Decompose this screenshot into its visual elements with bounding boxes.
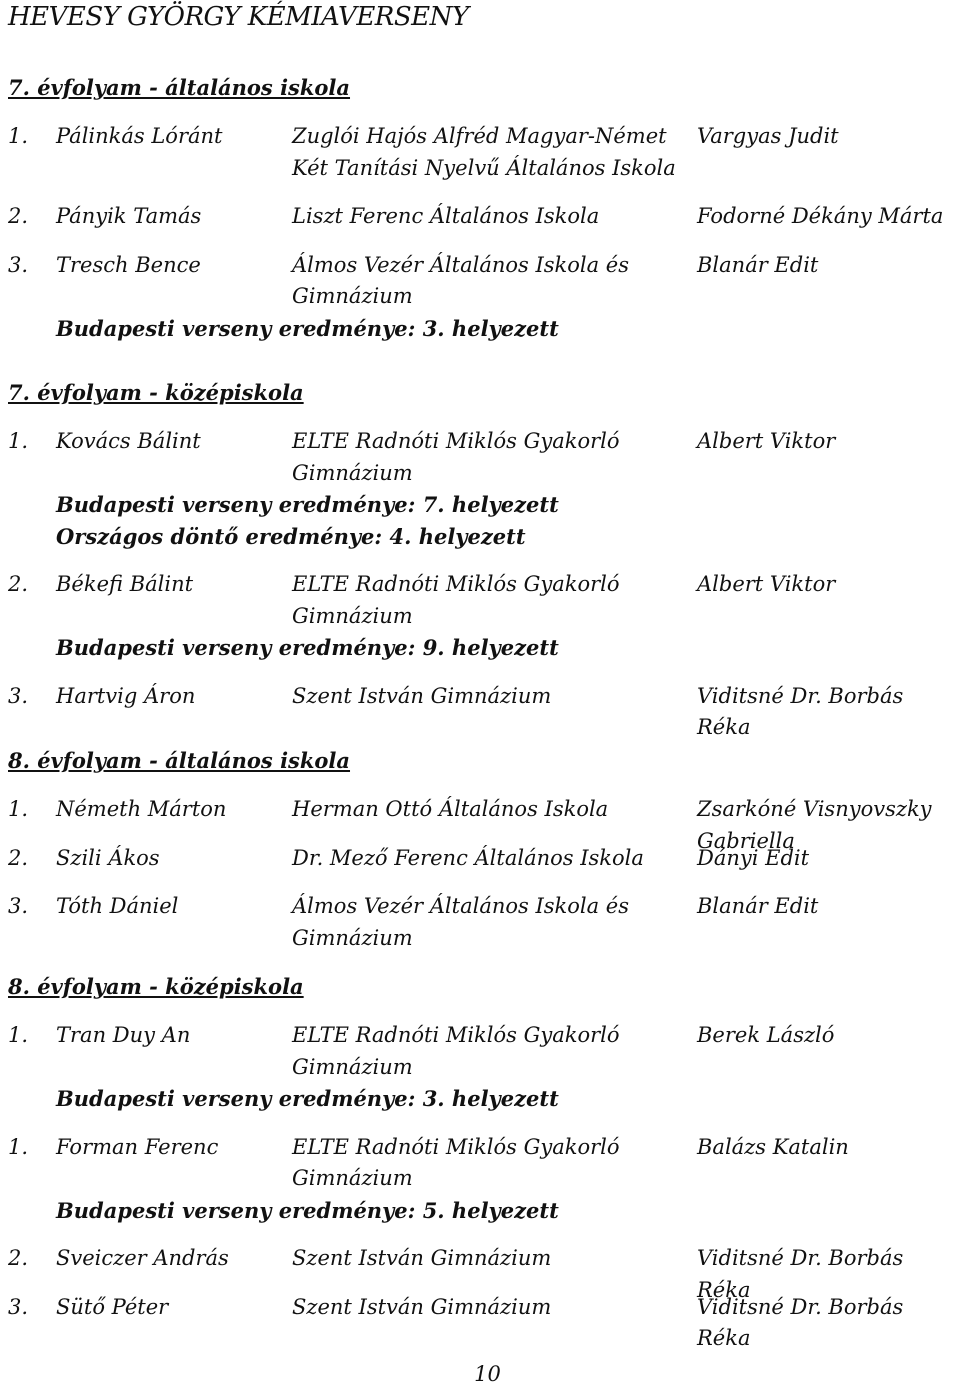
school-line: Gimnázium: [292, 1054, 413, 1079]
entry-row: [0, 794, 960, 853]
rank-number: 2.: [8, 572, 29, 596]
entry-row: [0, 121, 960, 184]
rank-number: 1.: [8, 124, 29, 148]
entry-row: [0, 1020, 960, 1083]
student-name: Kovács Bálint: [56, 429, 201, 453]
school-line: Szent István Gimnázium: [292, 1294, 552, 1319]
school-line: ELTE Radnóti Miklós Gyakorló: [292, 1134, 620, 1159]
entry-row: [0, 1132, 960, 1195]
school-line: ELTE Radnóti Miklós Gyakorló: [292, 572, 620, 596]
teacher-name: Vargyas Judit: [697, 124, 839, 148]
section: [0, 377, 960, 739]
school-line: Herman Ottó Általános Iskola: [292, 797, 609, 821]
list-item: [0, 1020, 960, 1115]
result-note: Budapesti verseny eredménye: 3. helyezett: [56, 315, 559, 341]
student-name: Tran Duy An: [56, 1023, 191, 1047]
teacher-name: Blanár Edit: [697, 252, 819, 277]
student-name: Szili Ákos: [56, 845, 160, 870]
list-item: [0, 201, 960, 233]
rank-number: 1.: [8, 429, 29, 453]
teacher-name: Viditsné Dr. Borbás Réka: [697, 683, 904, 739]
entry-row: [0, 569, 960, 632]
school-name: [292, 843, 692, 875]
rank-number: 3.: [8, 683, 29, 708]
school-name: [292, 1132, 692, 1195]
school-name: [292, 1243, 692, 1275]
section: [0, 72, 960, 344]
rank-number: 1.: [8, 1023, 29, 1047]
school-line: Zuglói Hajós Alfréd Magyar-Német: [292, 124, 667, 148]
list-item: [0, 891, 960, 954]
student-name: Pálinkás Lóránt: [56, 124, 223, 148]
section-heading: 7. évfolyam - általános iskola: [8, 75, 351, 100]
entry-row: [0, 1243, 960, 1302]
teacher-name: Viditsné Dr. Borbás Réka: [697, 1246, 904, 1302]
rank-number: 1.: [8, 1134, 29, 1159]
school-line: Gimnázium: [292, 284, 413, 308]
teacher-name: Dányi Edit: [697, 845, 810, 870]
entry-row: [0, 250, 960, 313]
student-name: Sveiczer András: [56, 1246, 229, 1270]
section-heading: 7. évfolyam - középiskola: [8, 380, 304, 405]
school-line: Álmos Vezér Általános Iskola és: [292, 252, 630, 277]
school-line: Szent István Gimnázium: [292, 1246, 552, 1270]
section: [0, 745, 960, 954]
school-name: [292, 681, 692, 713]
teacher-name: Balázs Katalin: [697, 1134, 849, 1159]
teacher-name: Zsarkóné Visnyovszky Gabriella: [697, 797, 932, 853]
school-line: ELTE Radnóti Miklós Gyakorló: [292, 429, 620, 453]
school-name: [292, 426, 692, 489]
entry-row: [0, 843, 960, 875]
teacher-name: Blanár Edit: [697, 894, 819, 918]
rank-number: 2.: [8, 204, 29, 228]
school-line: Gimnázium: [292, 1166, 413, 1190]
school-name: [292, 201, 692, 233]
list-item: [0, 681, 960, 739]
school-line: Liszt Ferenc Általános Iskola: [292, 204, 600, 228]
list-item: [0, 250, 960, 345]
entry-row: [0, 891, 960, 954]
result-note: Budapesti verseny eredménye: 3. helyezett: [56, 1086, 559, 1111]
rank-number: 3.: [8, 252, 29, 277]
rank-number: 1.: [8, 797, 29, 821]
teacher-name: Berek László: [697, 1023, 835, 1047]
teacher-name: Viditsné Dr. Borbás Réka: [697, 1294, 904, 1350]
result-note: Budapesti verseny eredménye: 5. helyezett: [56, 1197, 559, 1223]
school-name: [292, 891, 692, 954]
list-item: [0, 1292, 960, 1350]
result-note: Budapesti verseny eredménye: 9. helyezett: [56, 635, 559, 660]
teacher-name: Fodorné Dékány Márta: [697, 204, 944, 228]
school-name: [292, 121, 692, 184]
list-item: [0, 569, 960, 664]
entry-row: [0, 426, 960, 489]
student-name: Pányik Tamás: [56, 204, 202, 228]
section-heading: 8. évfolyam - általános iskola: [8, 748, 351, 773]
entry-row: [0, 681, 960, 739]
list-item: [0, 426, 960, 552]
school-name: [292, 1292, 692, 1324]
entry-row: [0, 1292, 960, 1350]
school-name: [292, 569, 692, 632]
rank-number: 3.: [8, 1294, 29, 1319]
school-line: Gimnázium: [292, 603, 413, 628]
school-line: Dr. Mező Ferenc Általános Iskola: [292, 845, 644, 870]
school-line: ELTE Radnóti Miklós Gyakorló: [292, 1023, 620, 1047]
teacher-name: Albert Viktor: [697, 429, 836, 453]
teacher-name: Albert Viktor: [697, 572, 836, 596]
rank-number: 2.: [8, 845, 29, 870]
school-line: Gimnázium: [292, 460, 413, 485]
school-line: Gimnázium: [292, 925, 413, 950]
list-item: [0, 1243, 960, 1302]
school-line: Álmos Vezér Általános Iskola és: [292, 894, 630, 918]
result-note: Budapesti verseny eredménye: 7. helyezett: [56, 492, 559, 517]
student-name: Békefi Bálint: [56, 572, 194, 596]
list-item: [0, 794, 960, 853]
rank-number: 2.: [8, 1246, 29, 1270]
list-item: [0, 1132, 960, 1227]
section-heading: 8. évfolyam - középiskola: [8, 974, 304, 999]
section: [0, 971, 960, 1350]
list-item: [0, 843, 960, 875]
results-list: [0, 72, 960, 1350]
list-item: [0, 121, 960, 184]
rank-number: 3.: [8, 894, 29, 918]
student-name: Forman Ferenc: [56, 1134, 219, 1159]
page-number: 10: [474, 1362, 501, 1386]
student-name: Tóth Dániel: [56, 894, 179, 918]
school-name: [292, 794, 692, 826]
student-name: Tresch Bence: [56, 252, 201, 277]
student-name: Hartvig Áron: [56, 683, 196, 708]
school-name: [292, 250, 692, 313]
school-line: Szent István Gimnázium: [292, 683, 552, 708]
entry-row: [0, 201, 960, 233]
student-name: Németh Márton: [56, 797, 227, 821]
result-note: Országos döntő eredménye: 4. helyezett: [56, 523, 526, 549]
school-name: [292, 1020, 692, 1083]
student-name: Sütő Péter: [56, 1294, 169, 1319]
school-line: Két Tanítási Nyelvű Általános Iskola: [292, 155, 676, 180]
document-title: HEVESY GYÖRGY KÉMIAVERSENY: [8, 2, 469, 32]
